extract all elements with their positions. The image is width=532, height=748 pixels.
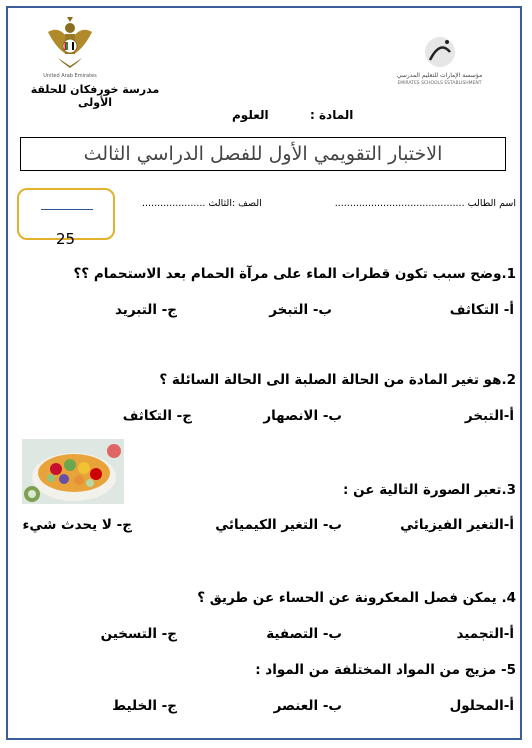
taaleem-logo-icon — [422, 32, 458, 72]
subject-value: العلوم — [232, 108, 269, 122]
student-name-field[interactable]: اسم الطالب ........................................... — [334, 198, 516, 209]
q1-option-c[interactable]: ج- التبريد — [114, 302, 177, 318]
logo-text-ar: مؤسسة الإمارات للتعليم المدرسي — [396, 72, 483, 79]
question-3: 3.تعبر الصورة التالية عن : — [343, 482, 516, 498]
logo-text-en: EMIRATES SCHOOLS ESTABLISHMENT — [397, 81, 482, 86]
fruit-salad-image — [22, 439, 124, 504]
q4-option-b[interactable]: ب- التصفية — [266, 626, 342, 642]
q4-option-c[interactable]: ج- التسخين — [100, 626, 177, 642]
question-5: 5- مزيج من المواد المختلفة من المواد : — [255, 662, 516, 678]
q3-option-a[interactable]: أ-التغير الفيزيائي — [400, 517, 514, 533]
q1-option-a[interactable]: أ- التكاثف — [449, 302, 514, 318]
q1-option-b[interactable]: ب- التبخر — [269, 302, 332, 318]
question-4: 4. يمكن فصل المعكرونة عن الحساء عن طريق ؟ — [197, 590, 516, 606]
exam-title-text: الاختبار التقويمي الأول للفصل الدراسي الثالث — [83, 143, 443, 165]
q3-option-c[interactable]: ج- لا يحدث شيء — [22, 517, 132, 533]
exam-title — [20, 137, 506, 171]
q2-option-a[interactable]: أ-التبخر — [464, 408, 514, 424]
grade-field[interactable]: الصف :الثالث ..................... — [142, 198, 262, 209]
q4-option-a[interactable]: أ-التجميد — [456, 626, 514, 642]
q2-option-c[interactable]: ج- التكاثف — [122, 408, 192, 424]
uae-emblem-icon — [40, 14, 100, 72]
subject-label: المادة : — [310, 108, 354, 122]
question-1: 1.وضح سبب تكون قطرات الماء على مرآة الحمام بعد الاستحمام ؟؟ — [73, 266, 516, 282]
question-2: 2.هو تغير المادة من الحالة الصلبة الى الحالة السائلة ؟ — [159, 372, 516, 388]
score-total: 25 — [56, 230, 76, 248]
emblem-caption: United Arab Emirates — [43, 73, 97, 79]
q5-option-b[interactable]: ب- العنصر — [273, 698, 342, 714]
q5-option-c[interactable]: ج- الخليط — [112, 698, 177, 714]
school-name: مدرسة خورفكان للحلقة الأولى — [30, 83, 160, 109]
score-blank[interactable] — [41, 209, 93, 210]
q3-option-b[interactable]: ب- التغير الكيميائي — [215, 517, 342, 533]
q5-option-a[interactable]: أ-المحلول — [449, 698, 514, 714]
q2-option-b[interactable]: ب- الانصهار — [263, 408, 342, 424]
